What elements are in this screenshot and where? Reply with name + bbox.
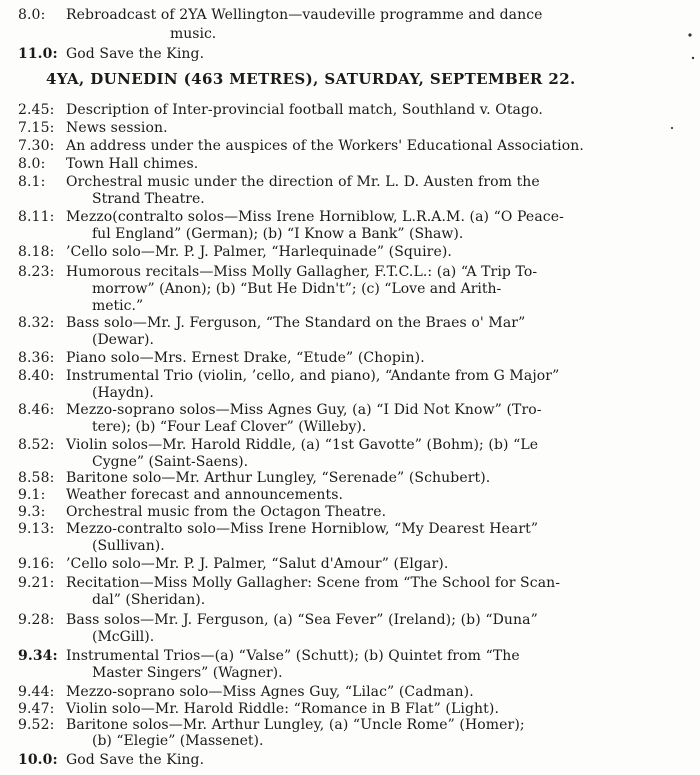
entry-text: Violin solo—Mr. Harold Riddle: “Romance in B Flat” (Light).: [66, 701, 499, 717]
entry-time: 9.28:: [18, 612, 55, 628]
entry-text: Rebroadcast of 2YA Wellington—vaudeville programme and dance: [66, 7, 543, 23]
entry-text: Violin solos—Mr. Harold Riddle, (a) “1st Gavotte” (Bohm); (b) “Le: [66, 437, 539, 453]
entry-time: 10.0:: [18, 752, 58, 768]
entry-continuation: (Dewar).: [92, 332, 154, 348]
entry-time: 7.30:: [18, 138, 55, 154]
entry-time: 9.21:: [18, 575, 55, 591]
entry-time: 9.16:: [18, 556, 55, 572]
entry-time: 8.58:: [18, 470, 55, 486]
entry-time: 8.52:: [18, 437, 55, 453]
entry-continuation: Cygne” (Saint-Saens).: [92, 454, 249, 470]
entry-continuation: Strand Theatre.: [92, 191, 205, 207]
scan-specks: [660, 0, 700, 160]
entry-time: 9.13:: [18, 521, 55, 537]
entry-text: ’Cello solo—Mr. P. J. Palmer, “Harlequinade” (Squire).: [66, 244, 452, 260]
entry-time: 8.23:: [18, 264, 55, 280]
entry-text: Mezzo-soprano solo—Miss Agnes Guy, “Lilac” (Cadman).: [66, 684, 474, 700]
entry-text: Orchestral music from the Octagon Theatre.: [66, 504, 387, 520]
speck: [671, 127, 673, 129]
entry-text: Town Hall chimes.: [66, 156, 199, 172]
entry-text: An address under the auspices of the Workers' Educational Association.: [66, 138, 584, 154]
entry-time: 8.1:: [18, 174, 46, 190]
entry-text: Recitation—Miss Molly Gallagher: Scene from “The School for Scan-: [66, 575, 561, 591]
entry-time: 9.3:: [18, 504, 46, 520]
entry-text: News session.: [66, 120, 168, 136]
entry-time: 8.18:: [18, 244, 55, 260]
entry-text: Mezzo(contralto solos—Miss Irene Horniblow, L.R.A.M. (a) “O Peace-: [66, 209, 564, 225]
entry-text: Baritone solos—Mr. Arthur Lungley, (a) “Uncle Rome” (Homer);: [66, 717, 525, 733]
entry-continuation: dal” (Sheridan).: [92, 592, 206, 608]
entry-time: 9.47:: [18, 701, 55, 717]
entry-time: 8.11:: [18, 209, 55, 225]
entry-continuation: music.: [170, 26, 217, 42]
entry-text: God Save the King.: [66, 752, 205, 768]
entry-time: 9.52:: [18, 717, 55, 733]
entry-text: Humorous recitals—Miss Molly Gallagher, F.T.C.L.: (a) “A Trip To-: [66, 264, 538, 280]
entry-continuation: (Sullivan).: [92, 538, 165, 554]
entry-text: Orchestral music under the direction of Mr. L. D. Austen from the: [66, 174, 540, 190]
entry-continuation: morrow” (Anon); (b) “But He Didn't”; (c) “Love and Arith-: [92, 281, 502, 297]
entry-time: 8.0:: [18, 7, 46, 23]
entry-text: Instrumental Trio (violin, ’cello, and piano), “Andante from G Major”: [66, 368, 560, 384]
entry-time: 9.1:: [18, 487, 46, 503]
entry-text: Bass solo—Mr. J. Ferguson, “The Standard on the Braes o' Mar”: [66, 315, 526, 331]
entry-time: 9.34:: [18, 648, 58, 664]
entry-continuation: (b) “Elegie” (Massenet).: [92, 733, 264, 749]
entry-continuation: metic.”: [92, 298, 144, 314]
entry-text: God Save the King.: [66, 46, 205, 62]
entry-time: 8.46:: [18, 402, 55, 418]
entry-continuation: ful England” (German); (b) “I Know a Bank” (Shaw).: [92, 226, 464, 242]
entry-time: 7.15:: [18, 120, 55, 136]
section-heading: 4YA, DUNEDIN (463 METRES), SATURDAY, SEPTEMBER 22.: [46, 70, 576, 88]
entry-time: 8.32:: [18, 315, 55, 331]
entry-time: 8.40:: [18, 368, 55, 384]
entry-text: Mezzo-contralto solo—Miss Irene Horniblow, “My Dearest Heart”: [66, 521, 539, 537]
entry-text: Piano solo—Mrs. Ernest Drake, “Etude” (Chopin).: [66, 350, 425, 366]
entry-time: 11.0:: [18, 46, 58, 62]
entry-continuation: tere); (b) “Four Leaf Clover” (Willeby).: [92, 419, 367, 435]
entry-time: 9.44:: [18, 684, 55, 700]
entry-time: 8.0:: [18, 156, 46, 172]
entry-text: Mezzo-soprano solos—Miss Agnes Guy, (a) “I Did Not Know” (Tro-: [66, 402, 542, 418]
entry-text: Instrumental Trios—(a) “Valse” (Schutt); (b) Quintet from “The: [66, 648, 520, 664]
entry-time: 8.36:: [18, 350, 55, 366]
entry-continuation: (Haydn).: [92, 385, 154, 401]
entry-text: Description of Inter-provincial football match, Southland v. Otago.: [66, 102, 543, 118]
entry-time: 2.45:: [18, 102, 55, 118]
entry-text: Bass solos—Mr. J. Ferguson, (a) “Sea Fever” (Ireland); (b) “Duna”: [66, 612, 538, 628]
entry-text: Baritone solo—Mr. Arthur Lungley, “Serenade” (Schubert).: [66, 470, 491, 486]
entry-text: ’Cello solo—Mr. P. J. Palmer, “Salut d'Amour” (Elgar).: [66, 556, 449, 572]
speck: [692, 57, 694, 59]
entry-continuation: Master Singers” (Wagner).: [92, 665, 283, 681]
entry-continuation: (McGill).: [92, 629, 155, 645]
speck: [688, 33, 691, 36]
entry-text: Weather forecast and announcements.: [66, 487, 344, 503]
